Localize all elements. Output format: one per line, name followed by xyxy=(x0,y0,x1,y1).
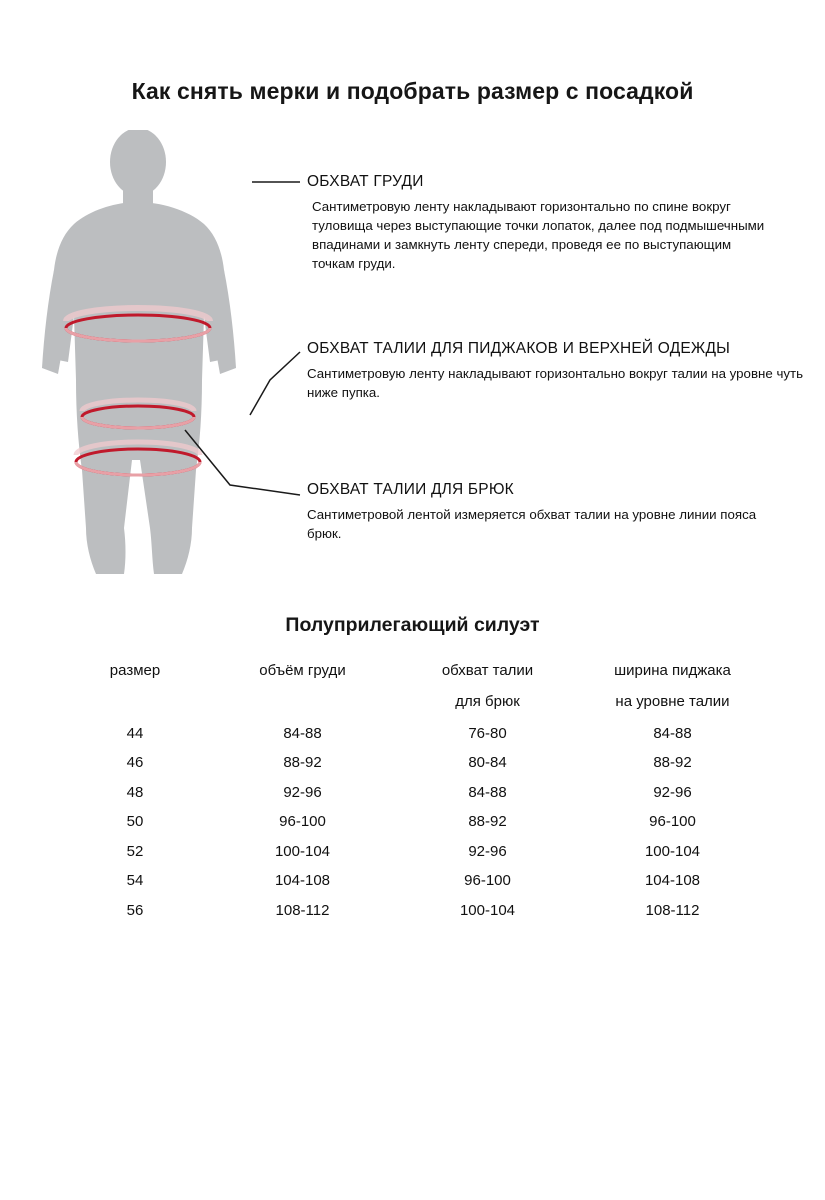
cell-waist: 88-92 xyxy=(468,813,507,830)
cell-jacket-width: 100-104 xyxy=(644,842,701,860)
cell-jacket-width: 108-112 xyxy=(645,901,700,919)
column-header-chest: объём груди xyxy=(259,662,346,679)
cell-size: 56 xyxy=(126,901,144,919)
cell-chest: 88-92 xyxy=(283,754,322,771)
table-row xyxy=(60,742,765,772)
cell-size: 44 xyxy=(126,724,144,742)
cell-size: 46 xyxy=(126,754,144,771)
cell-size: 52 xyxy=(126,842,144,860)
callout-chest xyxy=(307,173,777,274)
cell-waist: 96-100 xyxy=(464,872,511,889)
cell-waist: 84-88 xyxy=(468,783,507,801)
cell-jacket-width: 84-88 xyxy=(653,724,692,742)
cell-waist: 76-80 xyxy=(468,724,507,742)
cell-chest: 100-104 xyxy=(274,842,331,860)
body-shape xyxy=(42,130,236,574)
cell-size: 54 xyxy=(126,872,144,889)
cell-jacket-width: 88-92 xyxy=(653,754,692,771)
size-table xyxy=(60,662,765,919)
table-row xyxy=(60,860,765,890)
cell-size: 48 xyxy=(126,783,144,801)
table-row xyxy=(60,889,765,919)
cell-waist: 100-104 xyxy=(459,901,516,919)
cell-chest: 96-100 xyxy=(279,813,326,830)
table-body xyxy=(60,712,765,919)
callout-chest-heading: ОБХВАТ ГРУДИ xyxy=(307,173,424,190)
cell-chest: 92-96 xyxy=(283,783,322,801)
callout-chest-text: Сантиметровую ленту накладывают горизонтально по спине вокруг туловища через выступающие точки лопаток, далее под подмышечными впадинами и замкнуть ленту спереди, проведя ее по выступающим точкам груди. xyxy=(312,199,765,272)
table-row xyxy=(60,830,765,860)
cell-size: 50 xyxy=(126,813,144,830)
table-row xyxy=(60,801,765,831)
cell-jacket-width: 104-108 xyxy=(644,872,701,889)
callout-waist-jacket-heading: ОБХВАТ ТАЛИИ ДЛЯ ПИДЖАКОВ И ВЕРХНЕЙ ОДЕЖДЫ xyxy=(307,340,731,357)
cell-chest: 104-108 xyxy=(274,872,331,889)
table-header-row xyxy=(60,662,765,712)
cell-chest: 108-112 xyxy=(275,901,330,919)
cell-jacket-width: 96-100 xyxy=(649,813,696,830)
size-table-title: Полуприлегающий силуэт xyxy=(285,614,540,636)
male-figure-illustration xyxy=(28,130,288,600)
column-header-jacket-width: ширина пиджака на уровне талии xyxy=(614,662,731,710)
cell-waist: 92-96 xyxy=(468,842,507,860)
cell-jacket-width: 92-96 xyxy=(653,783,692,801)
callout-waist-trousers-heading: ОБХВАТ ТАЛИИ ДЛЯ БРЮК xyxy=(307,481,514,498)
column-header-size: размер xyxy=(109,662,161,679)
page-title: Как снять мерки и подобрать размер с посадкой xyxy=(131,78,694,104)
cell-chest: 84-88 xyxy=(283,724,322,742)
callout-waist-trousers-text: Сантиметровой лентой измеряется обхват талии на уровне линии пояса брюк. xyxy=(307,507,757,542)
table-row xyxy=(60,771,765,801)
table-row xyxy=(60,712,765,742)
cell-waist: 80-84 xyxy=(468,754,507,771)
callout-waist-jacket-text: Сантиметровую ленту накладывают горизонтально вокруг талии на уровне чуть ниже пупка. xyxy=(307,366,804,401)
callout-waist-jacket xyxy=(307,340,807,402)
column-header-waist-trousers: обхват талии для брюк xyxy=(441,662,534,710)
callout-waist-trousers xyxy=(307,481,777,543)
